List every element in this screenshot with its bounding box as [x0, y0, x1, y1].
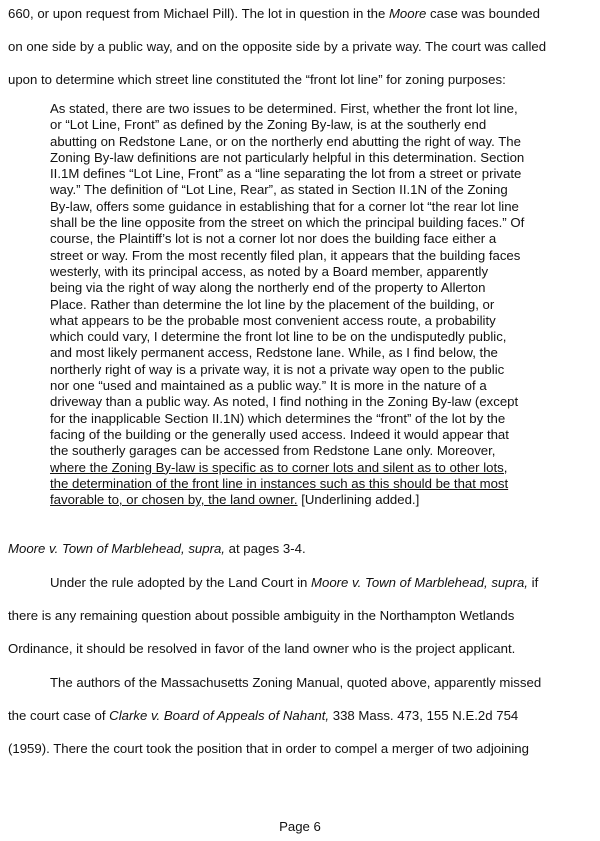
citation: [8, 541, 598, 557]
quote-line: II.1M defines “Lot Line, Front” as a “line separating the lot from a street or private: [50, 166, 522, 182]
quote-line: the southerly garages can be accessed from Redstone Lane only. Moreover,: [50, 443, 496, 459]
intro-line-3: upon to determine which street line constituted the “front lot line” for zoning purposes:: [8, 72, 506, 87]
quote-line: Place. Rather than determine the lot line by the placement of the building, or: [50, 296, 495, 312]
clarke-line-3: (1959). There the court took the position that in order to compel a merger of two adjoining: [8, 741, 529, 756]
quote-line: or “Lot Line, Front” as defined by the Zoning By-law, is at the southerly end: [50, 117, 487, 133]
quote-line: shall be the line opposite from the street on which the principal building faces.” Of: [50, 215, 525, 231]
case-name-clarke: Clarke v. Board of Appeals of Nahant,: [109, 708, 330, 723]
quote-line: street or way. From the most recently filed plan, it appears that the building faces: [50, 247, 521, 263]
page-number: Page 6: [279, 819, 321, 834]
quote-line: what appears to be the probable most convenient access route, a probability: [50, 312, 496, 328]
underlined-quote-text: favorable to, or chosen by, the land owner.: [50, 492, 298, 508]
quote-line: westerly, with its principal access, as noted by a Board member, apparently: [50, 263, 489, 279]
intro-text: 660, or upon request from Michael Pill). The lot in question in the: [8, 6, 389, 21]
rule-text: if: [527, 575, 539, 590]
quote-line: As stated, there are two issues to be determined. First, whether the front lot line,: [50, 101, 518, 116]
quote-line: Zoning By-law definitions are not particularly helpful in this determination. Section: [50, 149, 525, 165]
quote-line: abutting on Redstone Lane, or on the northerly end abutting the right of way. The: [50, 133, 521, 149]
quote-final-line: [50, 492, 590, 508]
quote-line: course, the Plaintiff’s lot is not a corner lot nor does the building face either a: [50, 231, 497, 247]
clarke-text: the court case of: [8, 708, 110, 723]
clarke-line-1: The authors of the Massachusetts Zoning Manual, quoted above, apparently missed: [50, 675, 542, 690]
block-quote: [50, 101, 590, 508]
citation-case: Moore v. Town of Marblehead, supra,: [8, 541, 225, 556]
rule-line-1: [50, 575, 598, 591]
quote-line: By-law, offers some guidance in establishing that for a corner lot “the rear lot line: [50, 198, 519, 214]
underlined-quote-line: where the Zoning By-law is specific as to corner lots and silent as to other lots,: [50, 459, 508, 475]
case-name-moore: Moore: [388, 6, 427, 21]
quote-line: driveway than a public way. As noted, I find nothing in the Zoning By-law (except: [50, 394, 519, 410]
quote-line: facing of the building or the generally used access. Indeed it would appear that: [50, 426, 509, 442]
intro-line-1: [8, 6, 598, 22]
quote-line: way.” The definition of “Lot Line, Rear”, as stated in Section II.1N of the Zoning: [50, 182, 508, 198]
citation-pages: at pages 3-4.: [224, 541, 306, 556]
quote-line: for the inapplicable Section II.1N) which determines the “front” of the lot by the: [50, 410, 506, 426]
underlining-note: [Underlining added.]: [297, 492, 420, 508]
case-name-moore: Moore v. Town of Marblehead, supra,: [311, 575, 528, 590]
rule-text: Under the rule adopted by the Land Court in: [50, 575, 311, 590]
quote-line: nor one “used and maintained as a public way.” It is more in the nature of a: [50, 378, 487, 394]
intro-text: case was bounded: [426, 6, 540, 21]
clarke-line-2: [8, 708, 598, 724]
clarke-text: 338 Mass. 473, 155 N.E.2d 754: [329, 708, 519, 723]
quote-line: and most likely permanent access, Redstone lane. While, as I find below, the: [50, 345, 498, 361]
intro-line-2: on one side by a public way, and on the opposite side by a private way. The court was called: [8, 39, 547, 54]
quote-line: northerly right of way is a private way, it is not a private way open to the public: [50, 361, 505, 377]
rule-line-3: Ordinance, it should be resolved in favor of the land owner who is the project applicant.: [8, 641, 516, 656]
underlined-quote-line: the determination of the front line in instances such as this should be that most: [50, 475, 509, 491]
quote-line: which could vary, I determine the front lot line to be on the undisputedly public,: [50, 329, 507, 345]
rule-line-2: there is any remaining question about possible ambiguity in the Northampton Wetlands: [8, 608, 515, 623]
quote-line: being via the right of way along the northerly end of the property to Allerton: [50, 280, 486, 296]
